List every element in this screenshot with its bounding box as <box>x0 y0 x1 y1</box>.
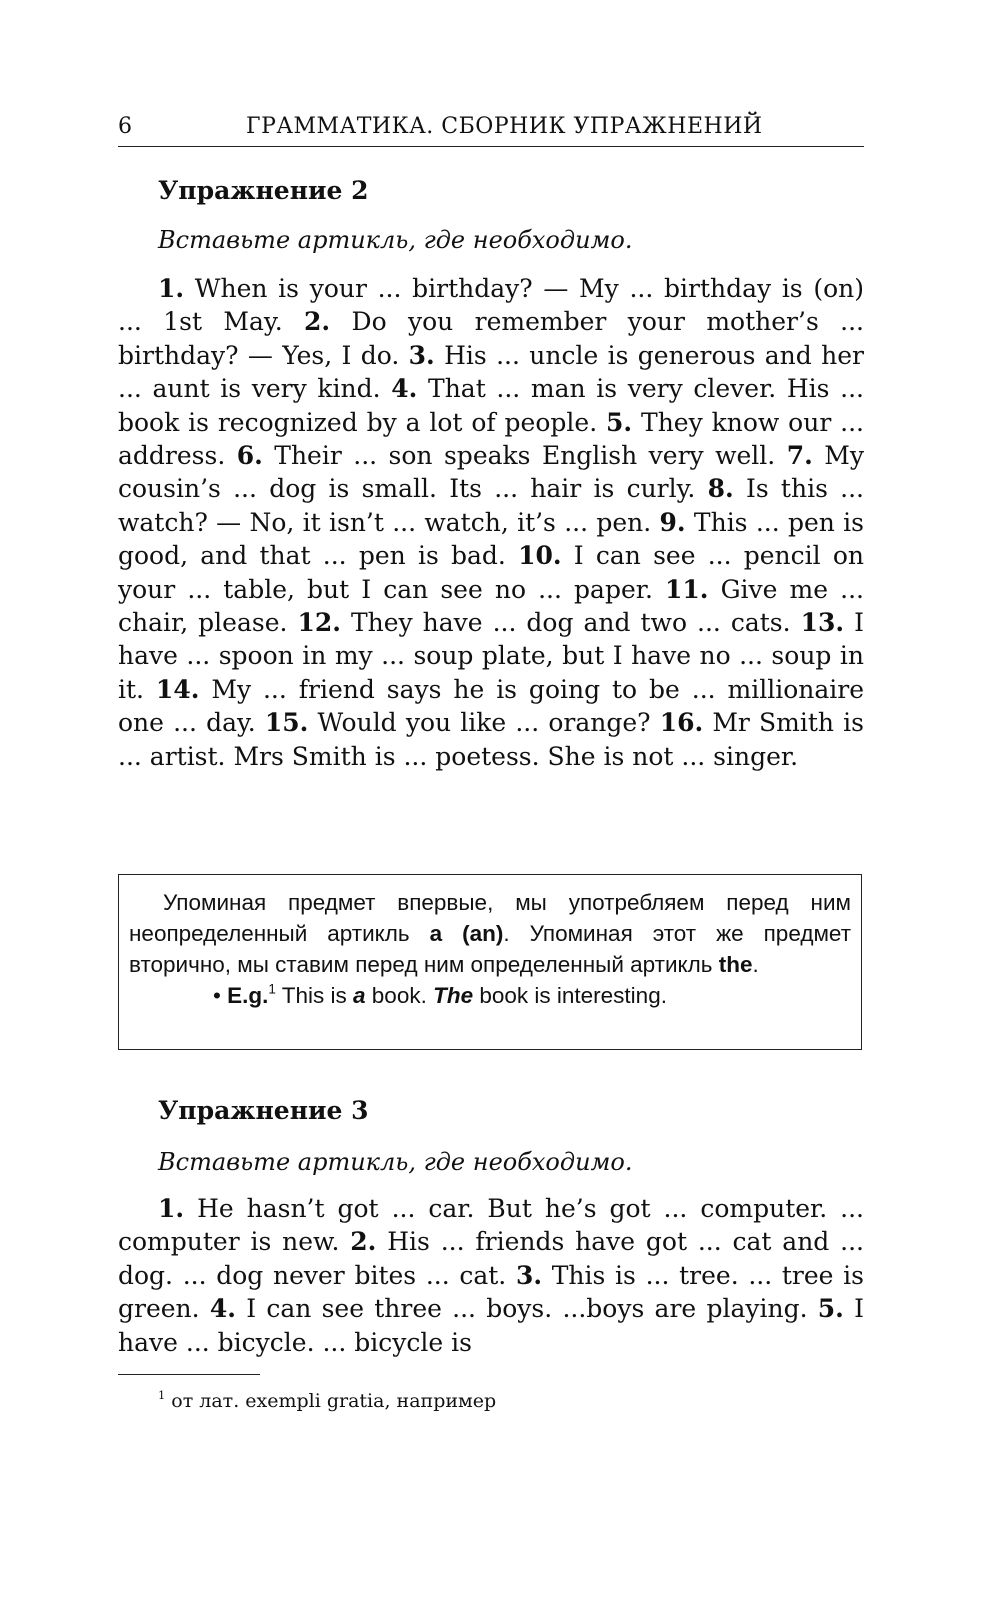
footnote-text: от лат. exempli gratia, например <box>165 1390 497 1412</box>
item-text: I can see ... pencil on your ... table, but I can see no ... paper. <box>118 541 865 604</box>
example-article-the: The <box>433 983 474 1008</box>
item-number: 3. <box>408 340 435 370</box>
footnote <box>158 1390 496 1412</box>
item-number: 15. <box>264 708 309 738</box>
item-number: 5. <box>606 407 633 437</box>
page-number: 6 <box>118 114 132 139</box>
footnote-reference: 1 <box>268 981 276 997</box>
item-number: 4. <box>391 374 418 404</box>
item-text: This is ... tree. ... tree is green. <box>118 1260 864 1324</box>
item-text: His ... friends have got ... cat and ... dog. ... dog never bites ... cat. <box>118 1227 864 1290</box>
example-line <box>129 980 851 1011</box>
running-head <box>118 112 864 147</box>
item-number: 13. <box>800 608 845 638</box>
rule-text-part: . Упоминая этот же предмет вторично, мы ставим перед ним определенный артикль <box>129 921 852 977</box>
footnote-mark: 1 <box>158 1388 166 1403</box>
exercise-3-title: Упражнение 3 <box>158 1096 369 1125</box>
item-number: 7. <box>786 441 813 471</box>
item-text: They have ... dog and two ... cats. <box>340 608 801 638</box>
item-text: They know our ... address. <box>118 407 865 471</box>
item-text: My cousin’s ... dog is small. Its ... hair is curly. <box>118 441 865 504</box>
item-text: Would you like ... orange? <box>308 708 660 738</box>
example-text: book is interesting. <box>473 983 667 1008</box>
rule-text-part: . <box>752 952 759 977</box>
exercise-2-instruction: Вставьте артикль, где необходимо. <box>158 226 633 254</box>
item-text: Give me ... chair, please. <box>118 574 864 638</box>
item-number: 4. <box>209 1294 236 1324</box>
item-text: His ... uncle is generous and her ... aunt is very kind. <box>118 340 864 404</box>
item-text: Mr Smith is ... artist. Mrs Smith is ... poetess. She is not ... singer. <box>118 708 864 771</box>
item-number: 11. <box>664 574 709 604</box>
bullet: • <box>213 983 228 1008</box>
item-text: Their ... son speaks English very well. <box>262 441 787 471</box>
exercise-3-text <box>118 1192 864 1359</box>
item-number: 12. <box>297 608 341 638</box>
exercise-3-instruction: Вставьте артикль, где необходимо. <box>158 1148 633 1176</box>
item-text: This ... pen is good, and that ... pen is bad. <box>118 507 864 571</box>
footnote-divider <box>118 1374 260 1375</box>
exercise-2-title: Упражнение 2 <box>158 176 369 205</box>
item-text: I have ... bicycle. ... bicycle is <box>118 1294 864 1357</box>
item-text: He hasn’t got ... car. But he’s got ... computer. ... computer is new. <box>118 1194 864 1257</box>
item-number: 5. <box>817 1294 844 1324</box>
item-number: 1. <box>158 274 185 303</box>
item-text: When is your ... birthday? — My ... birthday is (on) ... 1st May. <box>118 274 864 337</box>
rule-text-part: Упоминая предмет впервые, мы употребляем перед ним неопределенный артикль <box>129 890 851 946</box>
item-number: 3. <box>515 1260 543 1290</box>
item-text: I have ... spoon in my ... soup plate, but I have no ... soup in it. <box>118 608 864 704</box>
item-text: That ... man is very clever. His ... book is recognized by a lot of people. <box>118 374 864 437</box>
exercise-2-text <box>118 272 864 773</box>
item-number: 9. <box>659 507 686 537</box>
item-number: 6. <box>236 441 263 471</box>
article-a-an: a (an) <box>429 921 504 946</box>
item-number: 2. <box>304 307 331 337</box>
example-article-a: a <box>353 983 366 1008</box>
item-number: 16. <box>659 708 704 738</box>
item-text: Is this ... watch? — No, it isn’t ... watch, it’s ... pen. <box>118 474 864 537</box>
rule-text <box>129 887 851 980</box>
item-number: 1. <box>158 1194 185 1223</box>
item-number: 14. <box>155 674 200 704</box>
example-label: E.g. <box>227 983 269 1008</box>
article-the: the <box>718 952 753 977</box>
item-number: 8. <box>707 474 734 504</box>
item-number: 10. <box>518 541 562 571</box>
item-text: I can see three ... boys. ...boys are playing. <box>235 1294 818 1324</box>
item-text: Do you remember your mother’s ... birthday? — Yes, I do. <box>118 307 865 370</box>
book-title: ГРАММАТИКА. СБОРНИК УПРАЖНЕНИЙ <box>246 114 763 139</box>
item-text: My ... friend says he is going to be ... millionaire one ... day. <box>118 674 864 738</box>
example-text: book. <box>365 983 434 1008</box>
example-text: This is <box>275 983 354 1008</box>
rule-box <box>118 874 862 1050</box>
item-number: 2. <box>350 1227 377 1257</box>
